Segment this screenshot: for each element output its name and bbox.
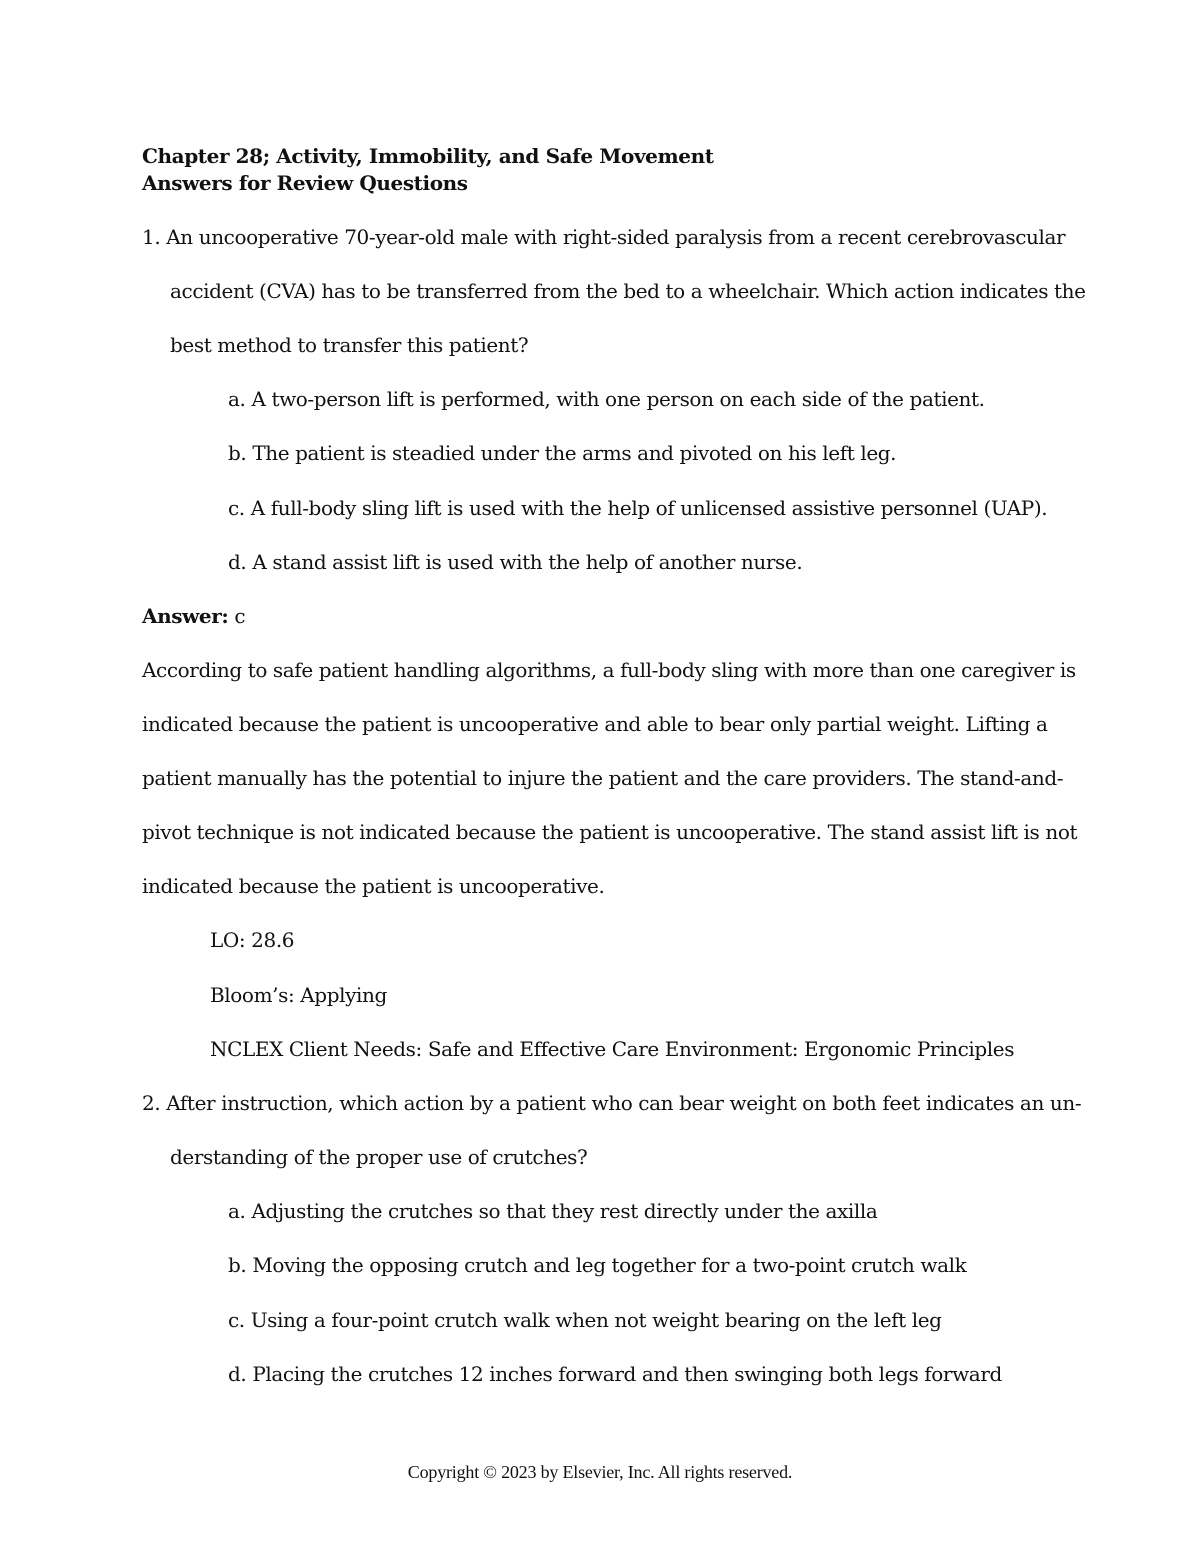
question-2-line-2: derstanding of the proper use of crutches?: [170, 1145, 588, 1169]
question-1-line-3: best method to transfer this patient?: [170, 333, 529, 357]
question-2-line-1: 2. After instruction, which action by a patient who can bear weight on both feet indicates an un-: [142, 1091, 1082, 1115]
question-1-line-2: accident (CVA) has to be transferred from the bed to a wheelchair. Which action indicates the: [170, 279, 1086, 303]
rationale-line-5: indicated because the patient is uncooperative.: [142, 874, 605, 898]
question-2-option-d: d. Placing the crutches 12 inches forward and then swinging both legs forward: [228, 1362, 1002, 1386]
question-1-option-a: a. A two-person lift is performed, with one person on each side of the patient.: [228, 387, 985, 411]
question-2-option-c: c. Using a four-point crutch walk when not weight bearing on the left leg: [228, 1308, 942, 1332]
rationale-line-2: indicated because the patient is uncooperative and able to bear only partial weight. Lifting a: [142, 712, 1048, 736]
question-1-line-1: 1. An uncooperative 70-year-old male with right-sided paralysis from a recent cerebrovascular: [142, 225, 1066, 249]
chapter-title: Chapter 28; Activity, Immobility, and Safe Movement: [142, 144, 714, 168]
question-1-option-b: b. The patient is steadied under the arms and pivoted on his left leg.: [228, 441, 897, 465]
blooms-level: Bloom’s: Applying: [210, 983, 387, 1007]
question-2-option-b: b. Moving the opposing crutch and leg together for a two-point crutch walk: [228, 1253, 967, 1277]
question-1-answer: [142, 603, 245, 629]
rationale-line-1: According to safe patient handling algorithms, a full-body sling with more than one caregiver is: [142, 658, 1076, 682]
nclex-client-needs: NCLEX Client Needs: Safe and Effective Care Environment: Ergonomic Principles: [210, 1037, 1015, 1061]
copyright-footer: Copyright © 2023 by Elsevier, Inc. All rights reserved.: [407, 1462, 793, 1482]
learning-objective: LO: 28.6: [210, 928, 295, 952]
question-2-option-a: a. Adjusting the crutches so that they rest directly under the axilla: [228, 1199, 878, 1223]
section-subtitle: Answers for Review Questions: [142, 171, 468, 195]
question-1-option-c: c. A full-body sling lift is used with the help of unlicensed assistive personnel (UAP).: [228, 496, 1048, 520]
rationale-line-4: pivot technique is not indicated because the patient is uncooperative. The stand assist lift is not: [142, 820, 1078, 844]
answer-label: Answer:: [142, 604, 229, 628]
rationale-line-3: patient manually has the potential to injure the patient and the care providers. The stand-and-: [142, 766, 1064, 790]
question-1-option-d: d. A stand assist lift is used with the help of another nurse.: [228, 550, 803, 574]
answer-value: c: [234, 604, 246, 628]
